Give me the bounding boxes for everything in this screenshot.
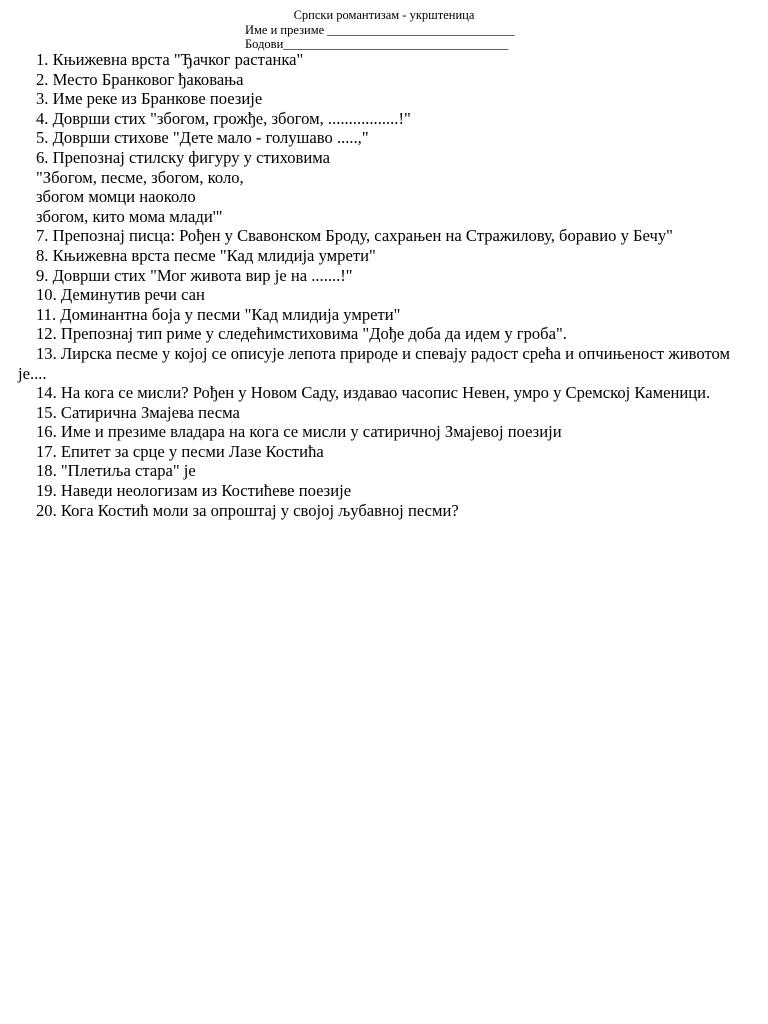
question-19: 19. Наведи неологизам из Костићеве поезије (36, 481, 352, 501)
question-5: 5. Доврши стихове "Дете мало - голушаво .....," (36, 128, 369, 148)
question-1: 1. Књижевна врста "Ђачког растанка" (36, 50, 304, 69)
question-7: 7. Препознај писца: Рођен у Свавонском Броду, сахрањен на Стражилову, боравио у Бечу" (36, 226, 673, 246)
question-18: 18. "Плетиља стара" је (36, 461, 196, 481)
verse-line-2: збогом момци наоколо (36, 187, 196, 207)
question-17: 17. Епитет за срце у песми Лазе Костића (36, 441, 324, 461)
question-15: 15. Сатирична Змајева песма (36, 402, 240, 422)
question-14: 14. На кога се мисли? Рођен у Новом Саду, издавао часопис Невен, умро у Сремској Каменици. (36, 383, 711, 403)
question-8: 8. Књижевна врста песме "Кад млидија умрети" (36, 245, 376, 265)
question-13: 13. Лирска песме у којој се описује лепота природе и спевају радост срећа и опчињеност животом је.... (18, 343, 730, 383)
question-20: 20. Кога Костић моли за опроштај у својој љубавној песми? (36, 500, 459, 520)
question-12: 12. Препознај тип риме у следећимстиховима "Дође доба да идем у гроба". (36, 324, 567, 344)
points-field-line: Бодови____________________________________ (245, 37, 509, 51)
worksheet-title: Српски романтизам - укрштеница (293, 8, 475, 22)
question-10: 10. Деминутив речи сан (36, 285, 205, 305)
question-list (18, 50, 744, 520)
question-16: 16. Име и презиме владара на кога се мисли у сатиричној Змајевој поезији (36, 422, 562, 442)
question-11: 11. Доминантна боја у песми "Кад млидија умрети" (36, 304, 401, 324)
question-2: 2. Место Бранковог ђаковања (36, 69, 244, 89)
question-9: 9. Доврши стих "Мог живота вир је на .......!" (36, 265, 353, 285)
question-6: 6. Препознај стилску фигуру у стиховима (36, 147, 331, 167)
worksheet-header (0, 8, 768, 52)
question-3: 3. Име реке из Бранкове поезије (36, 89, 263, 109)
verse-line-1: "Збогом, песме, збогом, коло, (36, 167, 244, 187)
question-4: 4. Доврши стих "збогом, грожђе, збогом, .................!" (36, 108, 411, 128)
name-field-line: Име и презиме ______________________________ (245, 22, 515, 37)
verse-line-3: збогом, кито мома млади'" (36, 206, 223, 226)
